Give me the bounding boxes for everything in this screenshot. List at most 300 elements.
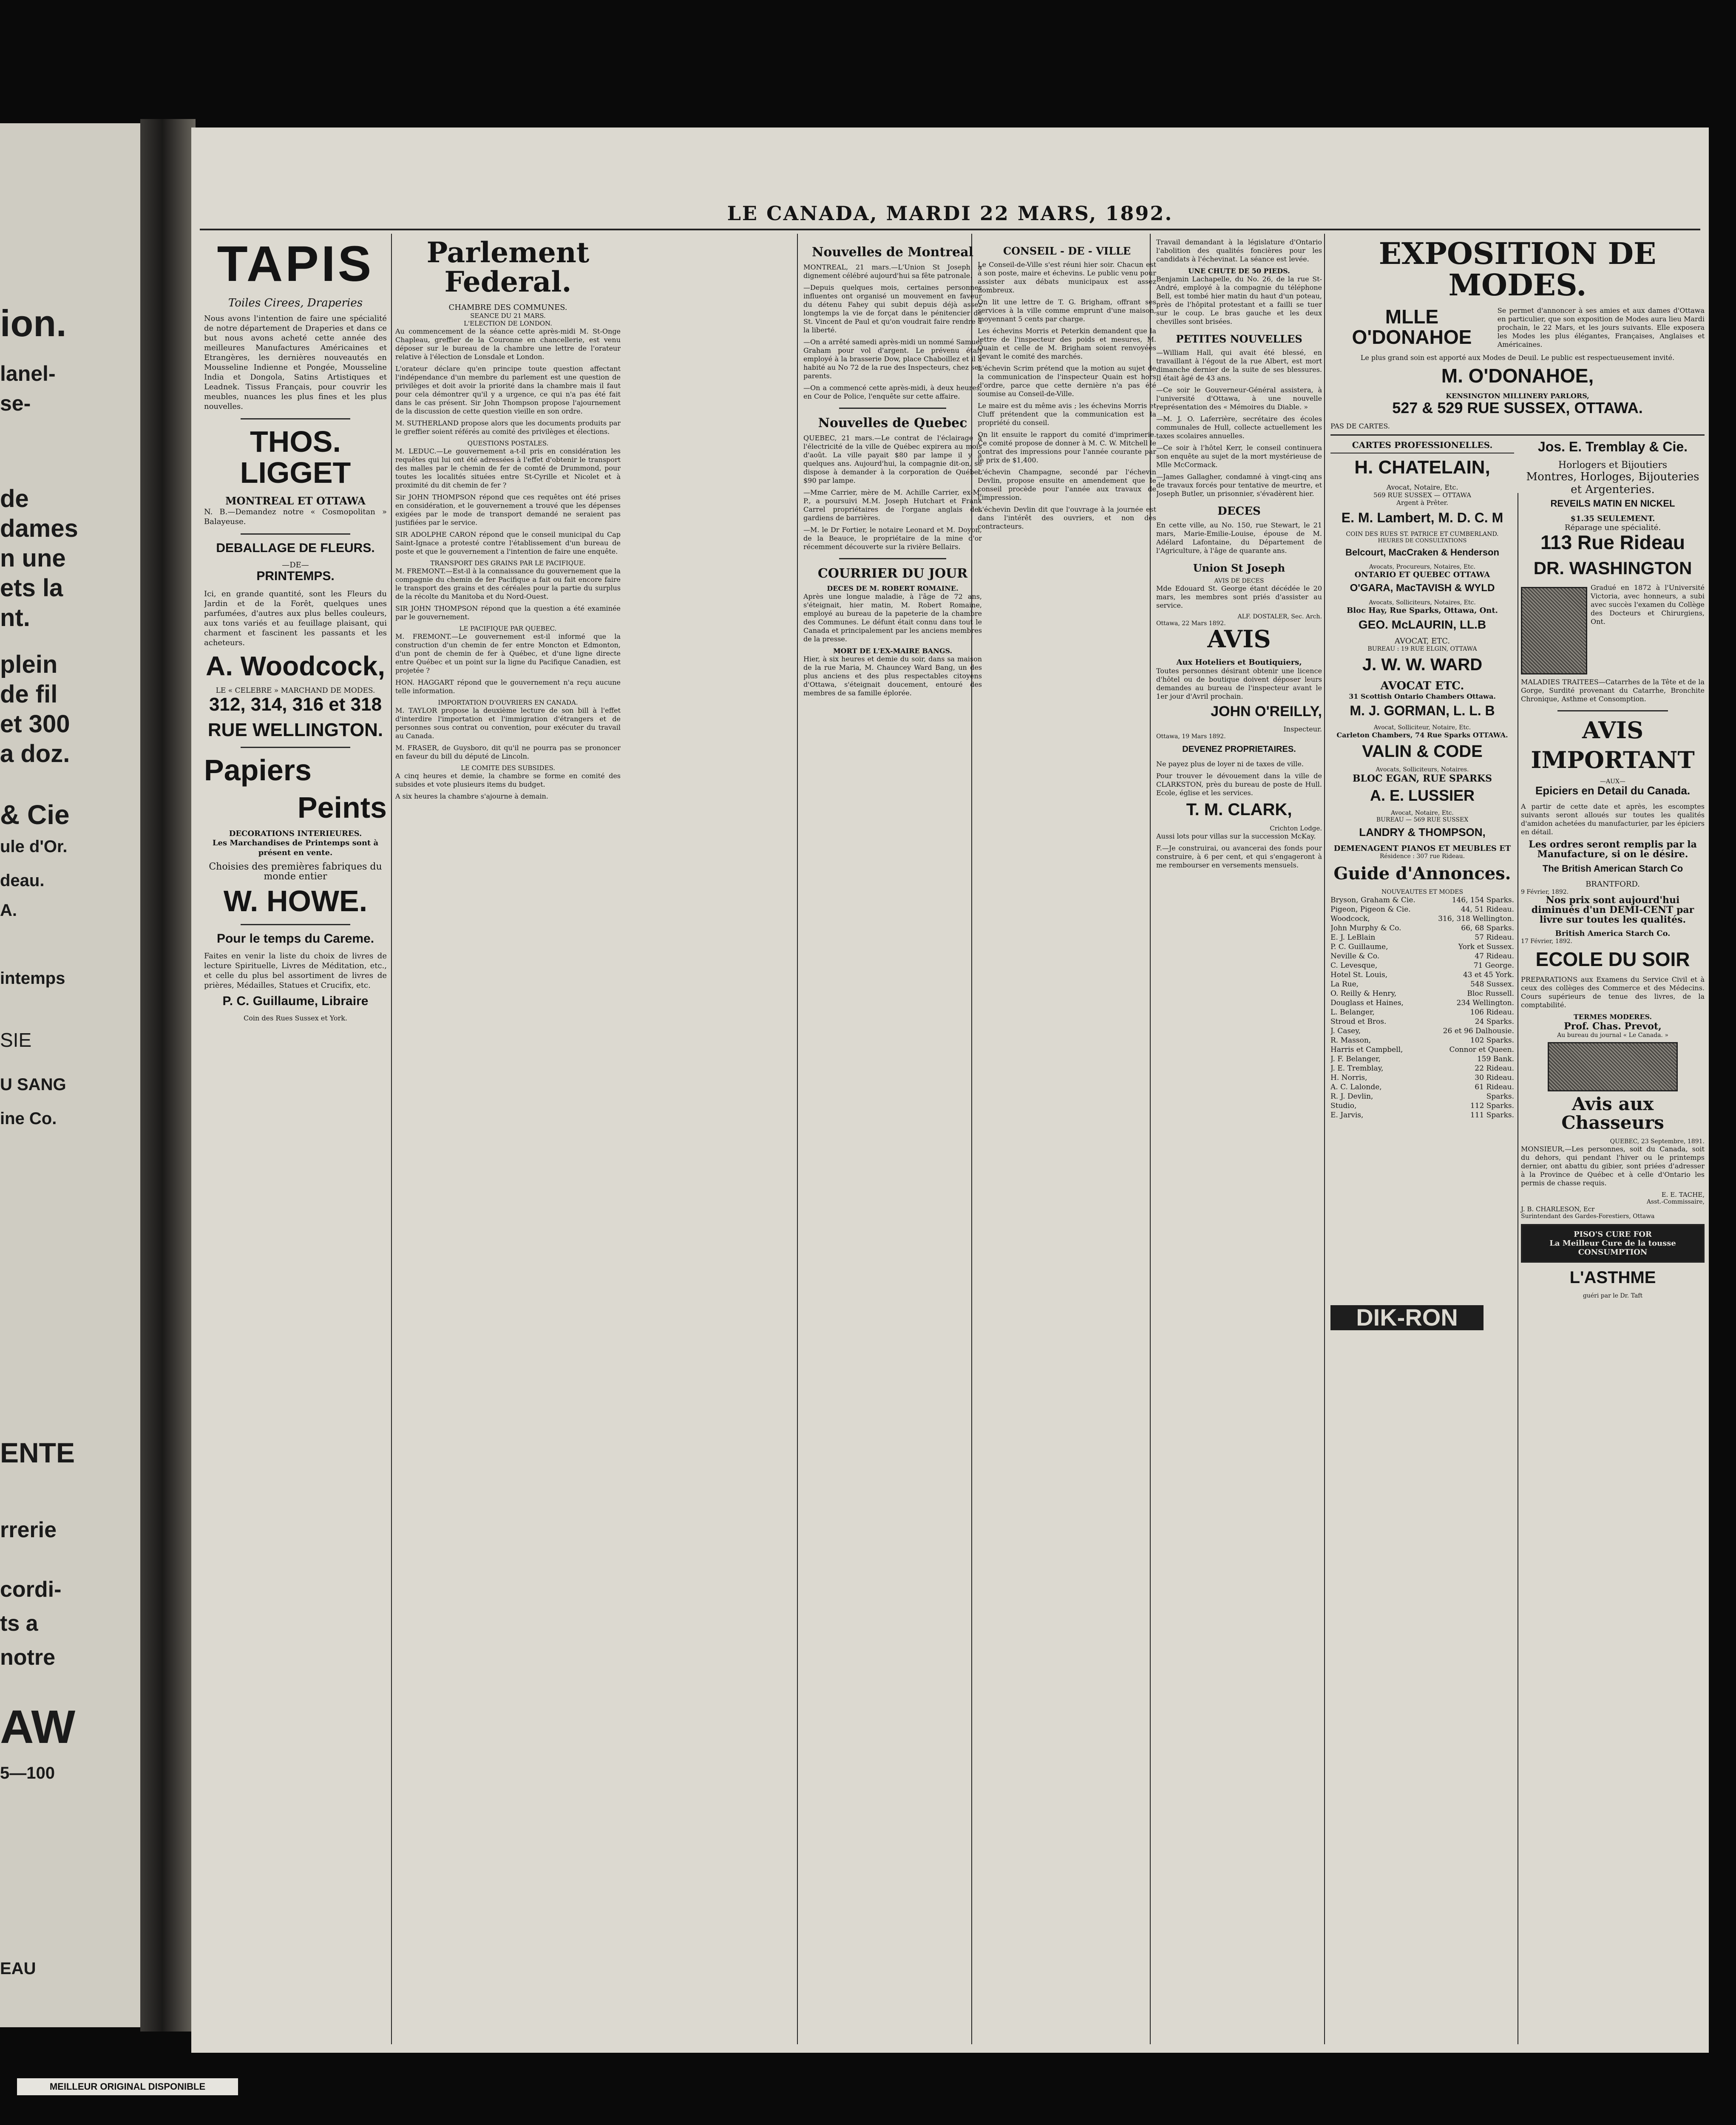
gutter-fragment: 5—100 bbox=[0, 1764, 55, 1782]
guide-row bbox=[1330, 1036, 1514, 1045]
guide-merchant: Douglass et Haines, bbox=[1330, 998, 1404, 1007]
piso-ad bbox=[1521, 1224, 1705, 1263]
guide-address: 22 Rideau. bbox=[1475, 1064, 1514, 1073]
starch2-name: British America Starch Co. bbox=[1555, 929, 1671, 938]
quebec-heading: Nouvelles de Quebec bbox=[818, 416, 967, 431]
guide-row bbox=[1330, 998, 1514, 1008]
article-paragraph: Travail demandant à la législature d'Ontario l'abolition des qualités foncières pour les candidats à l'échevinat. La séance est levée. bbox=[1156, 238, 1322, 263]
expo-title: EXPOSITION DE MODES. bbox=[1379, 238, 1657, 303]
guide-row bbox=[1330, 980, 1514, 989]
article-paragraph: Les échevins Morris et Peterkin demandent que la lettre de l'inspecteur des poids et mesures, M. Quain et celle de M. Brigham soient renvoyées devant le comité des marchés. bbox=[978, 327, 1156, 360]
tremblay-name: Jos. E. Tremblay & Cie. bbox=[1537, 439, 1688, 454]
gorman-name: M. J. GORMAN, L. L. B bbox=[1350, 703, 1495, 719]
article-paragraph: QUEBEC, 21 mars.—Le contrat de l'éclairage à l'électricité de la ville de Québec expirera au mois d'août. La ville payait $80 par lampe il y a quelques ans. Aujourd'hui, la compagnie dit-on, se dispose à demander à la corporation de Québec $90 par lampe. bbox=[803, 434, 982, 484]
portrait-engraving bbox=[1521, 587, 1587, 674]
valin-name: VALIN & CODE bbox=[1362, 742, 1483, 761]
article-paragraph: —On a commencé cette après-midi, à deux heures, en Cour de Police, l'enquête sur cette affaire. bbox=[803, 384, 982, 400]
article-paragraph: Le Conseil-de-Ville s'est réuni hier soir. Chacun est à son poste, maire et échevins. Le public venu pour assister aux débats municipaux est assez nombreux. bbox=[978, 261, 1156, 294]
mctavish-name: O'GARA, MacTAVISH & WYLD bbox=[1350, 582, 1495, 594]
guide-row bbox=[1330, 952, 1514, 961]
gutter-fragment: AW bbox=[0, 1701, 76, 1753]
expo-name: MLLE O'DONAHOE bbox=[1352, 306, 1472, 348]
gutter-fragment: dames bbox=[0, 515, 78, 542]
guide-merchant: H. Norris, bbox=[1330, 1073, 1367, 1082]
landry-sub: DEMENAGENT PIANOS ET MEUBLES ET bbox=[1333, 844, 1511, 853]
guide-row bbox=[1330, 961, 1514, 970]
woodcock-address: 312, 314, 316 et 318 bbox=[209, 694, 382, 715]
avis-important-head: Epiciers en Detail du Canada. bbox=[1535, 784, 1691, 797]
guide-address: 234 Wellington. bbox=[1456, 998, 1514, 1007]
article-paragraph: L'échevin Scrim prétend que la motion au sujet de la communication de l'inspecteur Quain est hors d'ordre, parce que cette dernière n'a pas été soumise au Conseil-de-Ville. bbox=[978, 364, 1156, 398]
gutter-fragment: intemps bbox=[0, 969, 65, 988]
starch2-date: 17 Février, 1892. bbox=[1521, 938, 1572, 945]
article-paragraph: A cinq heures et demie, la chambre se forme en comité des subsides et vote plusieurs items du budget. bbox=[395, 771, 621, 788]
article-paragraph: Au commencement de la séance cette après-midi M. St-Onge Chapleau, greffier de la Couronne en chancellerie, est venu déposer sur le bureau de la chambre une lettre de l'orateur relative à l'élection de Lonsdale et London. bbox=[395, 327, 621, 361]
guide-row bbox=[1330, 1054, 1514, 1064]
guide-address: 61 Rideau. bbox=[1475, 1082, 1514, 1091]
article-paragraph: —Depuis quelques mois, certaines personnes influentes ont organisé un mouvement en faveur du détenu Fahey qui subit depuis déjà assez longtemps la vie de forçat dans le pénitencier de St. Vincent de Paul et qu'on voudrait faire rendre à la liberté. bbox=[803, 283, 982, 334]
gutter-fragment: lanel- bbox=[0, 362, 56, 385]
article-paragraph: —Ce soir le Gouverneur-Général assistera, à l'université d'Ottawa, à une nouvelle représentation des « Mémoires du Diable. » bbox=[1156, 386, 1322, 411]
guide-address: 112 Sparks. bbox=[1470, 1101, 1514, 1110]
guide-heading: Guide d'Annonces. bbox=[1333, 863, 1511, 884]
liggett-title: THOS. LIGGET bbox=[240, 425, 351, 490]
gutter-fragment: rrerie bbox=[0, 1518, 57, 1542]
article-paragraph: L'échevin Champagne, secondé par l'échevin Devlin, propose ensuite en amendement que le conseil procède pour l'année aux travaux de l'impression. bbox=[978, 468, 1156, 502]
guide-address: 159 Bank. bbox=[1477, 1054, 1514, 1063]
previous-page-strip bbox=[0, 123, 145, 2027]
washington-body: Gradué en 1872 à l'Université Victoria, avec honneurs, a subi avec succès l'examen du Collège des Docteurs et Chirurgiens, Ont. bbox=[1591, 583, 1705, 626]
lambert-name: E. M. Lambert, M. D. C. M bbox=[1341, 510, 1503, 525]
divider bbox=[241, 418, 350, 419]
section-heading: QUESTIONS POSTALES. bbox=[467, 439, 549, 447]
guide-row bbox=[1330, 1073, 1514, 1082]
guide-merchant: Pigeon, Pigeon & Cie. bbox=[1330, 905, 1411, 914]
column-nouvelles bbox=[803, 238, 982, 2040]
fleurs-printemps: PRINTEMPS. bbox=[256, 569, 335, 584]
washington-body2: MALADIES TRAITEES—Catarrhes de la Tête et de la Gorge, Surdité provenant du Catarrhe, Bronchite Chronique, Asthme et Consomption. bbox=[1521, 677, 1705, 703]
chasseurs-title: Avis aux Chasseurs bbox=[1561, 1093, 1664, 1133]
article-paragraph: Le maire est du même avis ; les échevins Morris et Cluff prétendent que la communication est la propriété du conseil. bbox=[978, 402, 1156, 427]
lambert-sub: COIN DES RUES ST. PATRICE ET CUMBERLAND. bbox=[1346, 531, 1499, 538]
article-paragraph: SIR ADOLPHE CARON répond que le conseil municipal du Cap Saint-Ignace a protesté contre l'établissement d'un bureau de poste et que le gouvernement a l'intention de faire une enquête. bbox=[395, 530, 621, 555]
guide-address: 43 et 45 York. bbox=[1463, 970, 1514, 979]
guide-address: 47 Rideau. bbox=[1475, 952, 1514, 960]
guide-address: 26 et 96 Dalhousie. bbox=[1443, 1026, 1514, 1035]
article-paragraph: —James Gallagher, condamné à vingt-cinq ans de travaux forcés pour tentative de meurtre, et Joseph Butler, un prisonnier, s'évadèrent hier. bbox=[1156, 473, 1322, 498]
guide-address: Connor et Queen. bbox=[1449, 1045, 1514, 1054]
column-rule bbox=[391, 234, 392, 2044]
guide-address: 146, 154 Sparks. bbox=[1452, 895, 1514, 904]
avis-important-body2: Les ordres seront remplis par la Manufacture, si on le désire. bbox=[1529, 839, 1697, 860]
column-rule bbox=[797, 234, 798, 2044]
article-paragraph: On lit ensuite le rapport du comité d'imprimerie. Ce comité propose de donner à M. C. W. Mitchell le contrat des impressions pour l'année courante par le prix de $1,400. bbox=[978, 431, 1156, 464]
column-petites-nouvelles bbox=[1156, 238, 1322, 2040]
guide-list bbox=[1330, 895, 1514, 1120]
guide-row bbox=[1330, 914, 1514, 924]
gutter-fragment: se- bbox=[0, 391, 31, 415]
papiers-body: Choisies des premières fabriques du monde entier bbox=[209, 861, 382, 882]
column-conseil bbox=[978, 238, 1156, 2040]
mctavish-sub: Avocats, Solliciteurs, Notaires, Etc. bbox=[1369, 599, 1476, 606]
ward-sub: AVOCAT ETC. bbox=[1380, 680, 1464, 693]
guide-row bbox=[1330, 924, 1514, 933]
article-paragraph: A six heures la chambre s'ajourne à demain. bbox=[395, 792, 548, 800]
ecole-prof: Prof. Chas. Prevot, bbox=[1564, 1020, 1662, 1032]
article-paragraph: M. FREMONT.—Le gouvernement est-il informé que la construction d'un chemin de fer entre Moncton et Edmonton, d'un pont de chemin de fer à Québec, et d'une ligne directe entre Québec et un point sur la ligne du Pacifique Canadien, est projetée ? bbox=[395, 632, 621, 674]
fleurs-title: DEBALLAGE DE FLEURS. bbox=[216, 541, 375, 555]
gutter-fragment: U SANG bbox=[0, 1075, 66, 1094]
column-parlement bbox=[395, 238, 621, 2040]
article-paragraph: M. FRASER, de Guysboro, dit qu'il ne pourra pas se prononcer en faveur du bill du député de Lincoln. bbox=[395, 743, 621, 760]
guide-address: York et Sussex. bbox=[1458, 942, 1514, 951]
gutter-fragment: de fil bbox=[0, 680, 58, 708]
cartes-professionnelles bbox=[1330, 440, 1514, 1299]
avis-important-body: A partir de cette date et après, les escomptes suivants seront alloués sur toutes les qualités d'amidon achetées du manufacturier, par les épiciers en détail. bbox=[1521, 802, 1705, 836]
column-rule bbox=[1324, 234, 1325, 2044]
gutter-fragment: ets la bbox=[0, 574, 63, 602]
article-paragraph: —On a arrêté samedi après-midi un nommé Samuel Graham pour vol d'argent. Le prévenu était employé à la brasserie Dow, place Chaboillez et il a habité au No 72 de la rue des Inspecteurs, chez ses parents. bbox=[803, 338, 982, 380]
article-paragraph: MONTREAL, 21 mars.—L'Union St Joseph a dignement célébré aujourd'hui sa fête patronale. bbox=[803, 263, 982, 280]
guide-address: 30 Rideau. bbox=[1475, 1073, 1514, 1082]
article-paragraph: HON. HAGGART répond que le gouvernement n'a reçu aucune telle information. bbox=[395, 678, 621, 695]
guide-row bbox=[1330, 970, 1514, 980]
reveils-heading: REVEILS MATIN EN NICKEL bbox=[1550, 498, 1675, 509]
lussier-address: BUREAU — 569 RUE SUSSEX bbox=[1376, 816, 1469, 823]
union-heading: Union St Joseph bbox=[1193, 562, 1285, 574]
ecole-address: Au bureau du journal « Le Canada. » bbox=[1557, 1031, 1668, 1039]
petites-heading: PETITES NOUVELLES bbox=[1176, 333, 1302, 345]
gutter-fragment: nt. bbox=[0, 604, 30, 632]
careme-title: Pour le temps du Careme. bbox=[216, 931, 374, 946]
gutter-fragment: & Cie bbox=[0, 799, 70, 830]
guide-merchant: John Murphy & Co. bbox=[1330, 924, 1401, 932]
piso-consumption: CONSUMPTION bbox=[1578, 1248, 1648, 1257]
guide-merchant: Woodcock, bbox=[1330, 914, 1370, 923]
belcourt-sub: Avocats, Procureurs, Notaires, Etc. bbox=[1369, 563, 1476, 570]
guide-row bbox=[1330, 1045, 1514, 1054]
archive-stamp: MEILLEUR ORIGINAL DISPONIBLE bbox=[17, 2078, 238, 2095]
woodcock-street: RUE WELLINGTON. bbox=[207, 720, 383, 741]
section-heading: TRANSPORT DES GRAINS PAR LE PACIFIQUE. bbox=[430, 559, 586, 567]
guide-merchant: L. Belanger, bbox=[1330, 1008, 1375, 1017]
valin-address: BLOC EGAN, RUE SPARKS bbox=[1352, 773, 1492, 784]
bang-heading: MORT DE L'EX-MAIRE BANGS. bbox=[833, 647, 953, 655]
tapis-title: TAPIS bbox=[217, 238, 374, 292]
election-heading: L'ELECTION DE LONDON. bbox=[464, 319, 552, 327]
papiers-title: Papiers bbox=[204, 754, 312, 787]
guide-merchant: La Rue, bbox=[1330, 980, 1359, 989]
newspaper-page bbox=[191, 128, 1709, 2053]
parlement-title: Parlement Federal. bbox=[426, 238, 590, 299]
article-paragraph: Ne payez plus de loyer ni de taxes de ville. bbox=[1156, 760, 1304, 768]
section-heading: LE PACIFIQUE PAR QUEBEC. bbox=[459, 624, 557, 632]
lussier-sub: Avocat, Notaire, Etc. bbox=[1391, 809, 1454, 816]
article-paragraph: Hier, à six heures et demie du soir, dans sa maison de la rue Maria, M. Chauncey Ward Bang, un des plus anciens et des plus respectables citoyens d'Ottawa, s'éteignait doucement, entouré des membres de sa famille éplorée. bbox=[803, 655, 982, 697]
guide-merchant: C. Levesque, bbox=[1330, 961, 1378, 970]
avis-title: AVIS bbox=[1207, 625, 1271, 653]
chatelain-note: Argent à Prêter. bbox=[1396, 499, 1448, 507]
landry-name: LANDRY & THOMPSON, bbox=[1359, 825, 1486, 839]
chasseurs-body: MONSIEUR,—Les personnes, soit du Canada, soit du dehors, qui pendant l'hiver ou le printemps dernier, ont abattu du gibier, sont priées d'adresser à la Province de Québec et à celle d'Ontario les permis de chasse requis. bbox=[1521, 1145, 1705, 1187]
masthead-rule bbox=[200, 229, 1700, 230]
fleurs-body: Ici, en grande quantité, sont les Fleurs du Jardin et de la Forêt, quelques unes parfumées, d'autres aux plus belles couleurs, aux tons variés et au feuillage plaisant, qui charment et fascinent les passants et les acheteurs. bbox=[204, 589, 387, 647]
article-paragraph: En cette ville, au No. 150, rue Stewart, le 21 mars, Marie-Emilie-Louise, épouse de M. Adélard Lafontaine, du Département de l'Agriculture, à l'âge de quarante ans. bbox=[1156, 521, 1322, 555]
mclaurin-sub: AVOCAT, ETC. bbox=[1394, 637, 1450, 646]
guide-row bbox=[1330, 1101, 1514, 1111]
article-paragraph: —M. le Dr Fortier, le notaire Leonard et M. Doyon, de la Beauce, le propriétaire de la mine d'or récemment découverte sur la rivière Bellairs. bbox=[803, 526, 982, 551]
article-paragraph: SIR JOHN THOMPSON répond que la question a été examinée par le gouvernement. bbox=[395, 604, 621, 621]
avis-important-title: AVIS bbox=[1582, 716, 1644, 744]
asthme-sub: guéri par le Dr. Taft bbox=[1583, 1292, 1643, 1300]
guide-address: 106 Rideau. bbox=[1470, 1008, 1514, 1017]
article-paragraph: On lit une lettre de T. G. Brigham, offrant ses services à la ville comme emprunt d'une maison, moyennant 5 cents par charge. bbox=[978, 298, 1156, 323]
peints-title: Peints bbox=[297, 790, 387, 824]
chamber-heading: CHAMBRE DES COMMUNES. bbox=[448, 303, 567, 312]
article-paragraph: F.—Je construirai, ou avancerai des fonds pour construire, à 6 per cent, et qui s'engageront à me rembourser en versements mensuels. bbox=[1156, 844, 1322, 870]
montreal-heading: Nouvelles de Montreal bbox=[811, 245, 974, 260]
divider bbox=[241, 924, 350, 925]
reveils-price: $1.35 SEULEMENT. bbox=[1570, 514, 1655, 524]
expo-signature: M. O'DONAHOE, bbox=[1441, 364, 1594, 387]
guide-row bbox=[1330, 933, 1514, 942]
masthead: LE CANADA, MARDI 22 MARS, 1892. bbox=[727, 202, 1173, 225]
article-paragraph: M. FREMONT.—Est-il à la connaissance du gouvernement que la compagnie du chemin de fer Pacifique a fait ou fait encore faire le transport des grains et des céréales pour la partie du surplus de la récolte du Manitoba et du Nord-Ouest. bbox=[395, 567, 621, 601]
union-signature: ALF. DOSTALER, Sec. Arch. bbox=[1237, 613, 1322, 620]
guide-row bbox=[1330, 1082, 1514, 1092]
guide-merchant: E. Jarvis, bbox=[1330, 1111, 1364, 1119]
union-date: Ottawa, 22 Mars 1892. bbox=[1156, 620, 1226, 627]
belcourt-name: Belcourt, MacCraken & Henderson bbox=[1345, 547, 1499, 558]
charleson-name: J. B. CHARLESON, Ecr bbox=[1521, 1205, 1595, 1213]
guide-merchant: O. Reilly & Henry, bbox=[1330, 989, 1397, 998]
guide-address: 102 Sparks. bbox=[1470, 1036, 1514, 1045]
guide-row bbox=[1330, 895, 1514, 905]
guide-row bbox=[1330, 1026, 1514, 1036]
papiers-subtitle: DECORATIONS INTERIEURES. bbox=[229, 829, 362, 839]
divider bbox=[241, 533, 350, 535]
gutter-fragment: cordi- bbox=[0, 1577, 62, 1602]
guide-row bbox=[1330, 905, 1514, 914]
guide-row bbox=[1330, 1092, 1514, 1101]
guide-merchant: Bryson, Graham & Cie. bbox=[1330, 895, 1415, 904]
right-ads bbox=[1521, 440, 1705, 1299]
section-heading: IMPORTATION D'OUVRIERS EN CANADA. bbox=[438, 698, 578, 706]
article-paragraph: —Mme Carrier, mère de M. Achille Carrier, ex-M. P., a poursuivi M.M. Joseph Hutchart et Frank Carrel propriétaires de l'organe anglais des gardiens de barrières. bbox=[803, 488, 982, 522]
piso-title: PISO'S CURE FOR bbox=[1574, 1230, 1652, 1239]
guide-merchant: E. J. LeBlain bbox=[1330, 933, 1376, 942]
gorman-address: Carleton Chambers, 74 Rue Sparks OTTAWA. bbox=[1336, 731, 1508, 739]
tache-sub: Asst.-Commissaire, bbox=[1646, 1198, 1705, 1206]
tapis-subtitle: Toiles Cirees, Draperies bbox=[228, 296, 363, 309]
divider bbox=[839, 408, 946, 409]
expo-address: 527 & 529 RUE SUSSEX, OTTAWA. bbox=[1392, 399, 1643, 416]
chatelain-sub: Avocat, Notaire, Etc. bbox=[1386, 483, 1458, 491]
liggett-subtitle: MONTREAL ET OTTAWA bbox=[225, 494, 366, 507]
gutter-fragment: ENTE bbox=[0, 1437, 75, 1468]
guide-merchant: A. C. Lalonde, bbox=[1330, 1082, 1382, 1091]
seance-heading: SEANCE DU 21 MARS. bbox=[470, 312, 546, 320]
guide-address: 548 Sussex. bbox=[1470, 980, 1514, 989]
page-fold bbox=[140, 119, 196, 2032]
guide-row bbox=[1330, 942, 1514, 952]
piso-sub: La Meilleur Cure de la tousse bbox=[1549, 1239, 1676, 1248]
article-paragraph: Benjamin Lachapelle, du No. 26, de la rue St-André, employé à la compagnie du téléphone Bell, est tombé hier matin du haut d'un poteau, près de l'hôpital protestant et a failli se tuer sur le coup. Le bras gauche et les deux chevilles sont brisées. bbox=[1156, 275, 1322, 326]
gutter-fragment: deau. bbox=[0, 871, 45, 890]
papiers-note: Les Marchandises de Printemps sont à présent en vente. bbox=[212, 839, 379, 858]
mctavish-address: Bloc Hay, Rue Sparks, Ottawa, Ont. bbox=[1347, 606, 1498, 615]
starch-name: The British American Starch Co bbox=[1542, 863, 1683, 874]
oreilly-title: Inspecteur. bbox=[1283, 725, 1322, 734]
ecole-body: PREPARATIONS aux Examens du Service Civil et à ceux des collèges des Commerce et des Médecins. Cours supérieurs de tenue des livres, de la comptabilité. bbox=[1521, 975, 1705, 1009]
woodcock-title: A. Woodcock, bbox=[206, 650, 385, 681]
gutter-fragment: notre bbox=[0, 1645, 55, 1670]
chatelain-address: 569 RUE SUSSEX — OTTAWA bbox=[1373, 491, 1471, 499]
courrier-heading: COURRIER DU JOUR bbox=[817, 566, 968, 581]
belcourt-place: ONTARIO ET QUEBEC OTTAWA bbox=[1354, 570, 1490, 579]
guide-merchant: Neville & Co. bbox=[1330, 952, 1380, 960]
gutter-fragment: SIE bbox=[0, 1029, 32, 1051]
tremblay-body: Montres, Horloges, Bijouteries et Argenteries. bbox=[1526, 470, 1699, 496]
conseil-heading: CONSEIL - DE - VILLE bbox=[1003, 245, 1131, 257]
gutter-fragment: de bbox=[0, 485, 29, 513]
article-paragraph: Aussi lots pour villas sur la succession McKay. bbox=[1156, 832, 1316, 841]
expo-cartes: PAS DE CARTES. bbox=[1330, 422, 1390, 430]
article-paragraph: Toutes personnes désirant obtenir une licence d'hôtel ou de boutique doivent déposer leurs demandes au bureau de l'inspecteur avant le 1er jour d'Avril prochain. bbox=[1156, 666, 1322, 700]
expo-parlors: KENSINGTON MILLINERY PARLORS, bbox=[1446, 391, 1589, 400]
guide-merchant: P. C. Guillaume, bbox=[1330, 942, 1388, 951]
howe-title: W. HOWE. bbox=[223, 884, 368, 918]
guide-merchant: J. F. Belanger, bbox=[1330, 1054, 1381, 1063]
devenez-title: DEVENEZ PROPRIETAIRES. bbox=[1182, 745, 1296, 754]
guide-address: Sparks. bbox=[1486, 1092, 1514, 1101]
asthme-title: L'ASTHME bbox=[1569, 1268, 1656, 1287]
guide-merchant: Stroud et Bros. bbox=[1330, 1017, 1387, 1026]
clark-subtitle: Crichton Lodge. bbox=[1270, 824, 1322, 833]
gutter-fragment: plein bbox=[0, 651, 58, 678]
guide-address: 57 Rideau. bbox=[1475, 933, 1514, 942]
washington-name: DR. WASHINGTON bbox=[1533, 558, 1692, 578]
reparage-note: Réparage une spécialité. bbox=[1564, 523, 1661, 533]
landry-address: Résidence : 307 rue Rideau. bbox=[1379, 853, 1465, 860]
gutter-fragment: A. bbox=[0, 901, 17, 920]
guide-merchant: Hotel St. Louis, bbox=[1330, 970, 1388, 979]
gutter-fragment: ts a bbox=[0, 1611, 38, 1636]
guide-address: 24 Sparks. bbox=[1475, 1017, 1514, 1026]
oreilly-name: JOHN O'REILLY, bbox=[1211, 703, 1322, 720]
careme-body: Faites en venir la liste du choix de livres de lecture Spirituelle, Livres de Méditation, etc., et celle du plus bel assortiment de livres de prières, Médailles, Statues et Crucifix, etc. bbox=[204, 952, 387, 990]
lussier-name: A. E. LUSSIER bbox=[1370, 786, 1475, 804]
tapis-body: Nous avons l'intention de faire une spécialité de notre département de Draperies et dans ce but nous avons acheté cette année des meilleures Manufactures Américaines et Etrangères, les dernières nouveautés en Mousseline Indienne et Pongée, Mousseline India et Dongola, Satins Artistiques et Leadnek. Tissus Français, pour couvrir les meubles, nuances les plus fines et les plus nouvelles. bbox=[204, 314, 387, 411]
guide-row bbox=[1330, 1111, 1514, 1120]
guide-merchant: J. E. Tremblay, bbox=[1330, 1064, 1384, 1073]
gutter-fragment: ule d'Or. bbox=[0, 837, 68, 856]
divider bbox=[1557, 710, 1668, 711]
guillaume-name: P. C. Guillaume, Libraire bbox=[222, 994, 369, 1009]
ward-name: J. W. W. WARD bbox=[1362, 655, 1483, 674]
ward-address: 31 Scottish Ontario Chambers Ottawa. bbox=[1349, 692, 1496, 701]
dikron-logo: DIK-RON bbox=[1330, 1305, 1484, 1330]
expo-note: Le plus grand soin est apporté aux Modes de Deuil. Le public est respectueusement invité. bbox=[1360, 353, 1675, 362]
clark-name: T. M. CLARK, bbox=[1186, 800, 1292, 819]
article-paragraph: Mde Edouard St. George étant décédée le 20 mars, les membres sont priés d'assister au service. bbox=[1156, 584, 1322, 609]
deces-heading: DECES bbox=[1217, 505, 1261, 518]
article-paragraph: L'orateur déclare qu'en principe toute question affectant l'indépendance d'un membre du parlement est une question de privilèges et doit avoir la priorité dans la chambre mais il faut pour cela démontrer qu'il y a urgence, ce qui n'a pas été fait dans le cas présent. Sir John Thompson propose l'ajournement de la discussion de cette question vieille en son ordre. bbox=[395, 364, 621, 415]
starch-city: BRANTFORD. bbox=[1586, 879, 1640, 889]
guide-row bbox=[1330, 1017, 1514, 1026]
avis-subtitle: Aux Hoteliers et Boutiquiers, bbox=[1176, 657, 1302, 667]
article-paragraph: Après une longue maladie, à l'âge de 72 ans, s'éteignait, hier matin, M. Robert Romaine, employé au bureau de la papeterie de la chambre des Communes. Le défunt était connu dans tout le Canada et principalement par les anciens membres de la presse. bbox=[803, 592, 982, 643]
article-paragraph: —William Hall, qui avait été blessé, en travaillant à l'égout de la rue Albert, est mort dimanche dernier de la suite de ses blessures. Il était âgé de 43 ans. bbox=[1156, 348, 1322, 382]
guide-merchant: R. Masson, bbox=[1330, 1036, 1371, 1045]
guide-address: Bloc Russell. bbox=[1467, 989, 1514, 998]
valin-sub: Avocats, Solliciteurs, Notaires. bbox=[1376, 766, 1469, 773]
charleson-sub: Surintendant des Gardes-Forestiers, Ottawa bbox=[1521, 1213, 1655, 1220]
coat-of-arms-engraving bbox=[1548, 1042, 1678, 1091]
gorman-sub: Avocat, Solliciteur, Notaire, Etc. bbox=[1373, 724, 1471, 731]
guide-row bbox=[1330, 1064, 1514, 1073]
article-paragraph: M. LEDUC.—Le gouvernement a-t-il pris en considération les requêtes qui lui ont été adressées à l'effet d'obtenir le transport des malles par le chemin de fer de comté de Drummond, pour toutes les localités situées entre St-Cyrille et Nicolet et à proximité du dit chemin de fer ? bbox=[395, 447, 621, 489]
gutter-fragment: a doz. bbox=[0, 740, 70, 768]
tremblay-sub: Horlogers et Bijoutiers bbox=[1558, 460, 1668, 471]
expo-body: Se permet d'annoncer à ses amies et aux dames d'Ottawa en particulier, que son exposition de Modes aura lieu Mardi prochain, le 22 Mars, et les jours suivants. Elle exposera les Modes les plus élégantes, Françaises, Anglaises et Américaines. bbox=[1497, 306, 1705, 348]
ecole-terms: TERMES MODERES. bbox=[1573, 1012, 1652, 1021]
gutter-fragment: EAU bbox=[0, 1959, 36, 1978]
deces-heading: DECES DE M. ROBERT ROMAINE. bbox=[827, 584, 959, 592]
rideau-address: 113 Rue Rideau bbox=[1540, 531, 1685, 554]
gutter-fragment: et 300 bbox=[0, 710, 70, 738]
oreilly-date: Ottawa, 19 Mars 1892. bbox=[1156, 733, 1226, 740]
article-paragraph: Sir JOHN THOMPSON répond que ces requêtes ont été prises en considération, et le gouvernement a trouvé que les dépenses exigées par le mode de transport demandé ne seraient pas justifiées par le service. bbox=[395, 493, 621, 527]
chatelain-name: H. CHATELAIN, bbox=[1354, 456, 1490, 478]
chute-heading: UNE CHUTE DE 50 PIEDS. bbox=[1188, 267, 1290, 275]
section-heading: LE COMITE DES SUBSIDES. bbox=[460, 764, 556, 772]
guide-address: 44, 51 Rideau. bbox=[1461, 905, 1514, 914]
starch-date: 9 Février, 1892. bbox=[1521, 888, 1569, 895]
lambert-hours: HEURES DE CONSULTATIONS bbox=[1378, 538, 1467, 544]
divider bbox=[241, 747, 350, 748]
article-paragraph: M. TAYLOR propose la deuxième lecture de son bill à l'effet d'interdire l'importation et l'immigration d'étrangers et de personnes sous contrat ou convention, pour exécuter du travail au Canada. bbox=[395, 706, 621, 740]
avis-important-sub: IMPORTANT bbox=[1531, 746, 1695, 774]
article-paragraph: L'échevin Devlin dit que l'ouvrage à la journée est dans l'intérêt des ouvriers, et non des contracteurs. bbox=[978, 505, 1156, 530]
divider bbox=[839, 558, 946, 559]
column-ads-left bbox=[204, 238, 387, 2040]
article-paragraph: M. SUTHERLAND propose alors que les documents produits par le greffier soient référés au comité des privilèges et élections. bbox=[395, 419, 621, 436]
guide-row bbox=[1330, 989, 1514, 998]
union-subheading: AVIS DE DECES bbox=[1214, 578, 1264, 584]
guide-merchant: Studio, bbox=[1330, 1101, 1357, 1110]
guide-address: 316, 318 Wellington. bbox=[1438, 914, 1514, 923]
gutter-fragment: n une bbox=[0, 544, 66, 572]
prix-notice: Nos prix sont aujourd'hui diminués d'un DEMI-CENT par livre sur toutes les qualités. bbox=[1531, 894, 1694, 925]
gutter-fragment: ine Co. bbox=[0, 1109, 57, 1128]
guide-merchant: R. J. Devlin, bbox=[1330, 1092, 1373, 1101]
mclaurin-name: GEO. McLAURIN, LL.B bbox=[1358, 618, 1486, 631]
chasseurs-date: QUEBEC, 23 Septembre, 1891. bbox=[1610, 1138, 1705, 1145]
article-paragraph: Pour trouver le dévouement dans la ville de CLARKSTON, près du bureau de poste de Hull. Ecole, église et les services. bbox=[1156, 772, 1322, 797]
mclaurin-address: BUREAU : 19 RUE ELGIN, OTTAWA bbox=[1367, 646, 1477, 653]
ecole-title: ECOLE DU SOIR bbox=[1535, 948, 1690, 970]
guillaume-address: Coin des Rues Sussex et York. bbox=[244, 1014, 347, 1022]
gutter-fragment: ion. bbox=[0, 302, 67, 344]
avis-important-aux: —AUX— bbox=[1600, 778, 1625, 785]
guide-address: 66, 68 Sparks. bbox=[1461, 924, 1514, 932]
guide-address: 111 Sparks. bbox=[1470, 1111, 1514, 1119]
guide-merchant: Harris et Campbell, bbox=[1330, 1045, 1403, 1054]
section-rule bbox=[1330, 434, 1705, 436]
guide-subheading: NOUVEAUTES ET MODES bbox=[1381, 888, 1464, 895]
guide-row bbox=[1330, 1008, 1514, 1017]
